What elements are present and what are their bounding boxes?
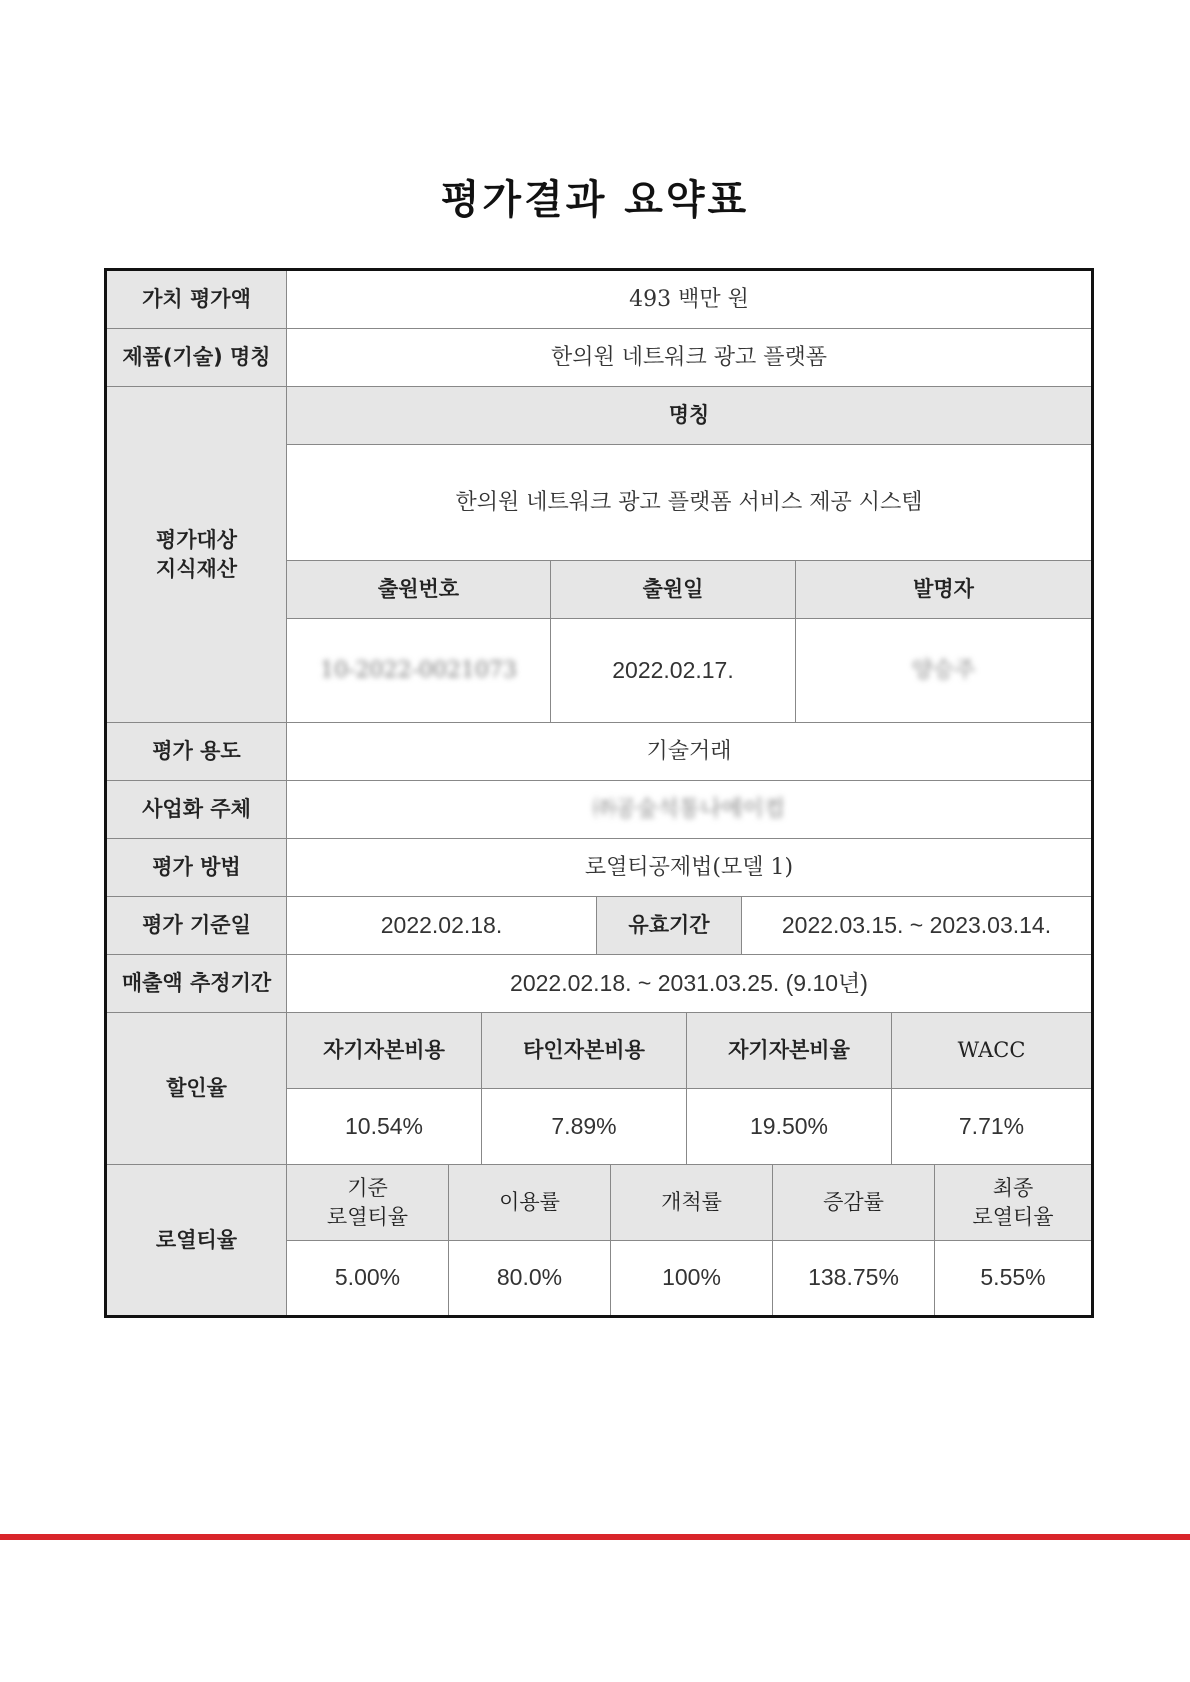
- value-amount: 493 백만 원: [287, 271, 1091, 329]
- entity-label: 사업화 주체: [107, 781, 287, 839]
- ip-name-header: 명칭: [287, 387, 1091, 445]
- discount-header-debt-cost: 타인자본비용: [482, 1013, 687, 1089]
- app-no-cell: [287, 619, 551, 723]
- royalty-label: 로열티율: [107, 1165, 287, 1315]
- inventor-redacted: 양승주: [911, 657, 976, 683]
- royalty-value-pioneering: 100%: [611, 1241, 773, 1315]
- valid-period-value: 2022.03.15. ~ 2023.03.14.: [742, 897, 1091, 955]
- ip-label: 평가대상 지식재산: [107, 387, 287, 723]
- product-label: 제품(기술) 명칭: [107, 329, 287, 387]
- app-no-header: 출원번호: [287, 561, 551, 619]
- discount-value-wacc: 7.71%: [892, 1089, 1091, 1165]
- discount-header-equity-ratio: 자기자본비율: [687, 1013, 892, 1089]
- base-date-label: 평가 기준일: [107, 897, 287, 955]
- app-date: 2022.02.17.: [551, 619, 796, 723]
- ip-name: 한의원 네트워크 광고 플랫폼 서비스 제공 시스템: [287, 445, 1091, 561]
- discount-header-equity-cost: 자기자본비용: [287, 1013, 482, 1089]
- sales-period-value: 2022.02.18. ~ 2031.03.25. (9.10년): [287, 955, 1091, 1013]
- base-date-value: 2022.02.18.: [287, 897, 597, 955]
- entity-redacted: ㈜공숲석통나에이컴: [592, 796, 786, 822]
- method-label: 평가 방법: [107, 839, 287, 897]
- royalty-value-usage: 80.0%: [449, 1241, 611, 1315]
- app-date-header: 출원일: [551, 561, 796, 619]
- value-label: 가치 평가액: [107, 271, 287, 329]
- product-name: 한의원 네트워크 광고 플랫폼: [287, 329, 1091, 387]
- purpose-value: 기술거래: [287, 723, 1091, 781]
- discount-value-equity-cost: 10.54%: [287, 1089, 482, 1165]
- evaluation-summary-table: [104, 268, 1094, 1318]
- discount-label: 할인율: [107, 1013, 287, 1165]
- royalty-header-change: 증감률: [773, 1165, 935, 1241]
- app-no-redacted: 10-2022-0021073: [320, 657, 517, 683]
- royalty-value-change: 138.75%: [773, 1241, 935, 1315]
- royalty-value-final: 5.55%: [935, 1241, 1091, 1315]
- royalty-header-usage: 이용률: [449, 1165, 611, 1241]
- discount-value-debt-cost: 7.89%: [482, 1089, 687, 1165]
- discount-header-wacc: WACC: [892, 1013, 1091, 1089]
- footer-divider: [0, 1534, 1190, 1540]
- royalty-header-pioneering: 개척률: [611, 1165, 773, 1241]
- royalty-header-base: 기준 로열티율: [287, 1165, 449, 1241]
- royalty-value-base: 5.00%: [287, 1241, 449, 1315]
- method-value: 로열티공제법(모델 1): [287, 839, 1091, 897]
- purpose-label: 평가 용도: [107, 723, 287, 781]
- entity-cell: [287, 781, 1091, 839]
- page-title: 평가결과 요약표: [440, 177, 750, 223]
- royalty-header-final: 최종 로열티율: [935, 1165, 1091, 1241]
- discount-value-equity-ratio: 19.50%: [687, 1089, 892, 1165]
- inventor-header: 발명자: [796, 561, 1091, 619]
- inventor-cell: [796, 619, 1091, 723]
- valid-period-label: 유효기간: [597, 897, 742, 955]
- sales-period-label: 매출액 추정기간: [107, 955, 287, 1013]
